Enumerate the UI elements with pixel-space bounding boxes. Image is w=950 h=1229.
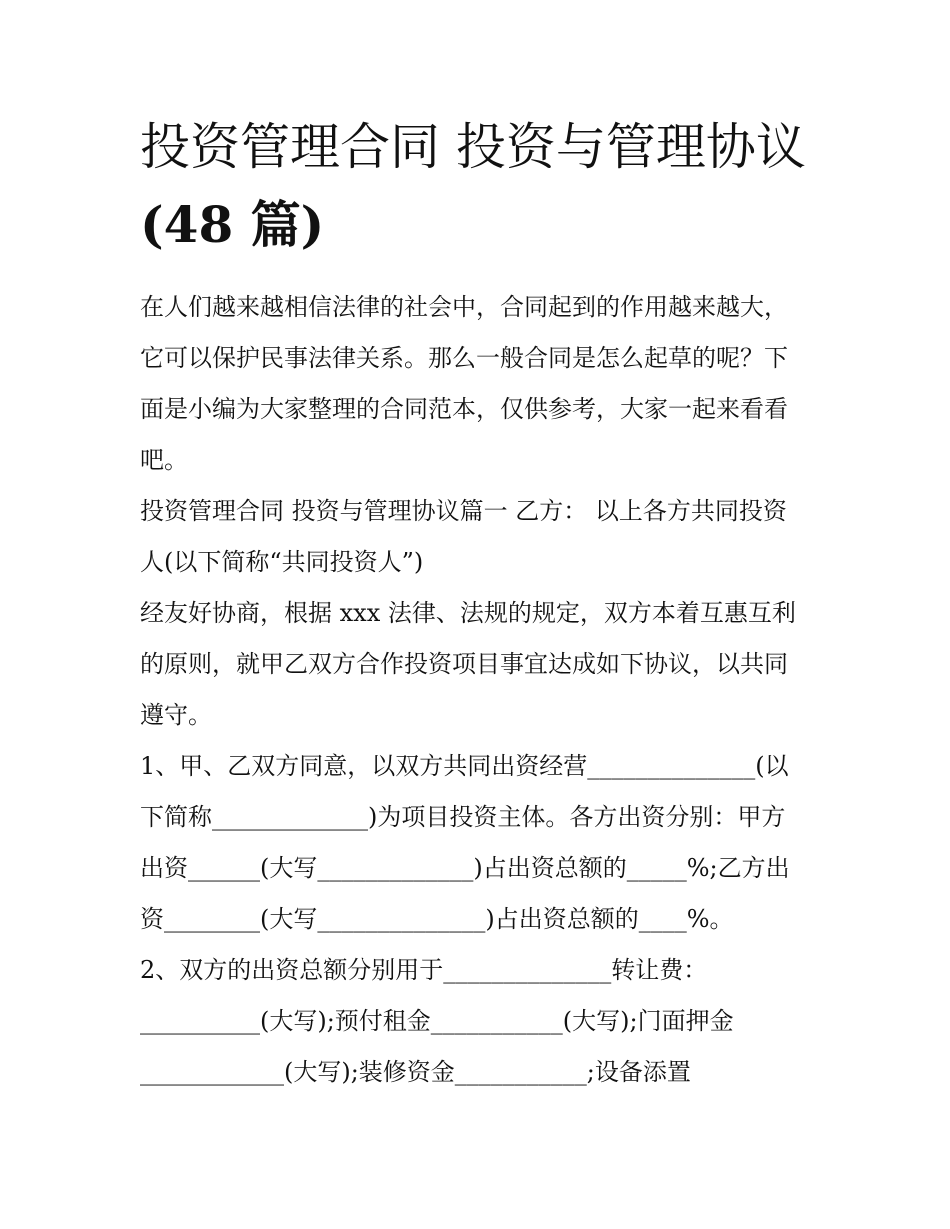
intro-line: 它可以保护民事法律关系。那么一般合同是怎么起草的呢？下 bbox=[140, 344, 788, 372]
intro-line: 面是小编为大家整理的合同范本，仅供参考，大家一起来看看 bbox=[140, 395, 788, 423]
clause-1-paragraph bbox=[140, 741, 812, 945]
clause-2-line: ____________(大写);装修资金___________;设备添置 bbox=[140, 1058, 691, 1086]
clause-1-line: 1、甲、乙双方同意，以双方共同出资经营______________(以 bbox=[140, 752, 789, 780]
negotiation-line: 的原则，就甲乙双方合作投资项目事宜达成如下协议，以共同 bbox=[140, 650, 788, 678]
clause-1-line: 出资______(大写_____________)占出资总额的_____%;乙方出 bbox=[140, 854, 790, 882]
intro-paragraph bbox=[140, 282, 812, 486]
negotiation-line: 遵守。 bbox=[140, 701, 212, 729]
negotiation-line: 经友好协商，根据 xxx 法律、法规的规定，双方本着互惠互利 bbox=[140, 599, 796, 627]
section-line: 投资管理合同 投资与管理协议篇一 乙方： 以上各方共同投资 bbox=[140, 497, 787, 525]
negotiation-paragraph bbox=[140, 588, 812, 741]
document-body bbox=[140, 108, 812, 1098]
document-title bbox=[140, 108, 812, 264]
clause-1-line: 资________(大写______________)占出资总额的____%。 bbox=[140, 905, 734, 933]
intro-line: 在人们越来越相信法律的社会中，合同起到的作用越来越大， bbox=[140, 293, 788, 321]
clause-1-line: 下简称_____________)为项目投资主体。各方出资分别：甲方 bbox=[140, 803, 786, 831]
clause-2-paragraph bbox=[140, 945, 812, 1098]
clause-2-line: __________(大写);预付租金___________(大写);门面押金 bbox=[140, 1007, 734, 1035]
intro-line: 吧。 bbox=[140, 446, 188, 474]
section-heading-paragraph bbox=[140, 486, 812, 588]
clause-2-line: 2、双方的出资总额分别用于______________转让费： bbox=[140, 956, 708, 984]
section-line: 人(以下简称“共同投资人”) bbox=[140, 548, 424, 576]
title-line-2: (48 篇) bbox=[140, 195, 325, 254]
title-line-1: 投资管理合同 投资与管理协议 bbox=[140, 118, 806, 176]
